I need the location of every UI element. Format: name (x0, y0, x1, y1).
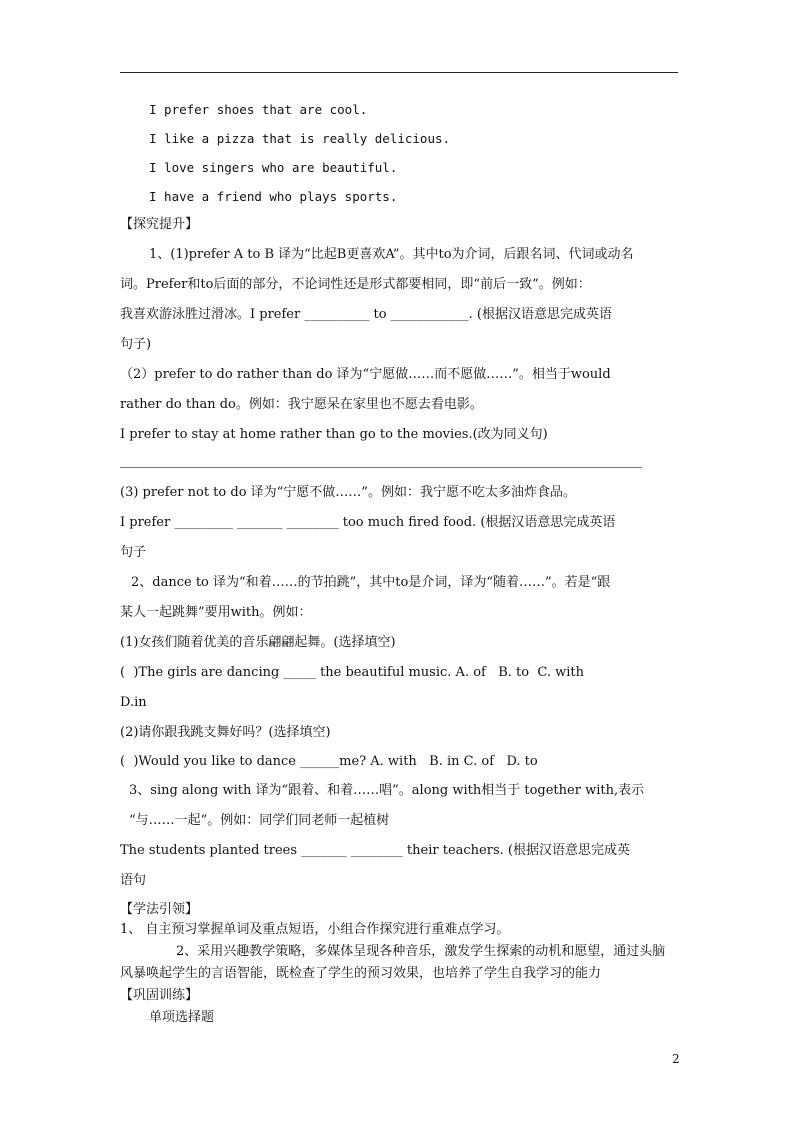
method-item: 1、 自主预习掌握单词及重点短语，小组合作探究进行重难点学习。 (120, 922, 510, 937)
section-heading-practice: 【巩固训练】 (120, 988, 199, 1003)
method-item: 风暴唤起学生的言语智能，既检查了学生的预习效果，也培养了学生自我学习的能力 (120, 966, 602, 981)
page-number: 2 (672, 1052, 680, 1066)
text-line: (1)女孩们随着优美的音乐翩翩起舞。(选择填空) (120, 635, 396, 650)
example-sentence: I have a friend who plays sports. (149, 189, 398, 204)
text-line: 我喜欢游泳胜过滑冰。I prefer __________ to ____________. (根据汉语意思完成英语 (120, 307, 613, 322)
practice-subheading: 单项选择题 (149, 1010, 215, 1025)
example-sentence: I love singers who are beautiful. (149, 160, 398, 175)
text-line: 词。Prefer和to后面的部分，不论词性还是形式都要相同，即“前后一致”。例如： (120, 277, 591, 292)
text-line: D.in (120, 695, 147, 710)
text-line: ( )Would you like to dance ______me? A. with B. in C. of D. to (120, 754, 538, 769)
example-sentence: I prefer shoes that are cool. (149, 102, 368, 117)
text-line: 2、dance to 译为“和着……的节拍跳”，其中to是介词，译为“随着……”。若是“跟 (131, 575, 611, 590)
header-rule (120, 72, 678, 73)
answer-blank-line (120, 467, 642, 468)
text-line: 句子) (120, 337, 152, 352)
text-line: I prefer to stay at home rather than go to the movies.(改为同义句) (120, 427, 548, 442)
text-line: ( )The girls are dancing _____ the beautiful music. A. of B. to C. with (120, 665, 585, 680)
text-line: 某人一起跳舞”要用with。例如： (120, 605, 312, 620)
text-line: 句子 (120, 545, 147, 560)
text-line: 1、(1)prefer A to B 译为“比起B更喜欢A”。其中to为介词，后跟名词、代词或动名 (149, 247, 634, 262)
example-sentence: I like a pizza that is really delicious. (149, 131, 451, 146)
text-line: rather do than do。例如：我宁愿呆在家里也不愿去看电影。 (120, 397, 483, 412)
text-line: 语句 (120, 873, 147, 888)
method-item: 2、采用兴趣教学策略，多媒体呈现各种音乐，激发学生探索的动机和愿望，通过头脑 (176, 944, 666, 959)
section-heading-explore: 【探究提升】 (120, 217, 199, 232)
text-line: (3) prefer not to do 译为“宁愿不做……”。例如：我宁愿不吃太多油炸食品。 (120, 485, 576, 500)
text-line: I prefer _________ _______ ________ too much fired food. (根据汉语意思完成英语 (120, 515, 616, 530)
text-line: “与……一起”。例如：同学们同老师一起植树 (129, 813, 390, 828)
text-line: （2）prefer to do rather than do 译为“宁愿做……而不愿做……”。相当于would (120, 367, 611, 382)
text-line: 3、sing along with 译为“跟着、和着……唱”。along with相当于 together with,表示 (129, 783, 645, 798)
text-line: (2)请你跟我跳支舞好吗？(选择填空) (120, 725, 331, 740)
text-line: The students planted trees _______ ________ their teachers. (根据汉语意思完成英 (120, 843, 630, 858)
section-heading-method: 【学法引领】 (120, 902, 199, 917)
